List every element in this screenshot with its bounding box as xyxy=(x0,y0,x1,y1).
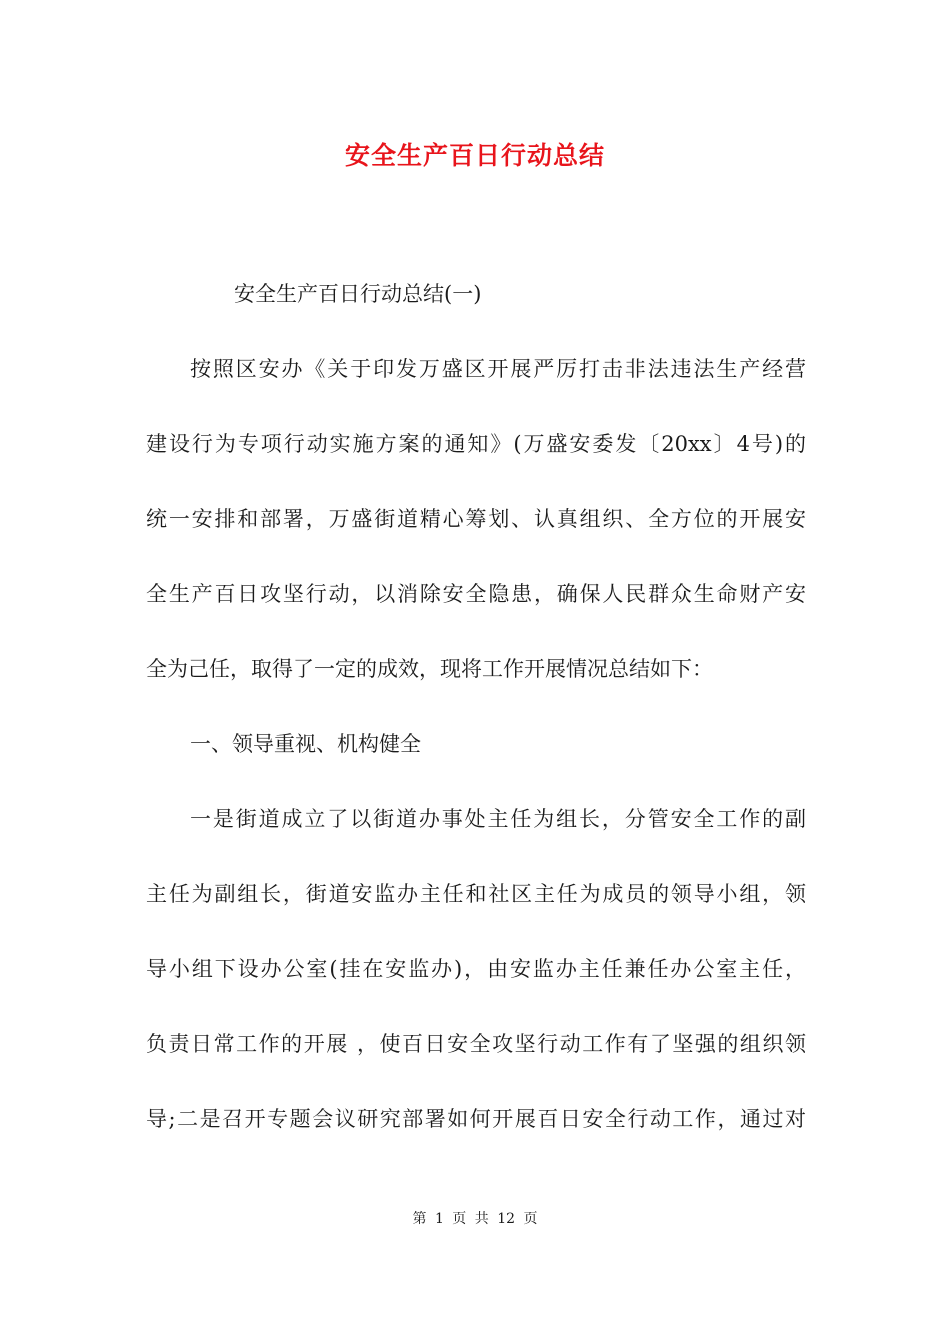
subtitle-line: 安全生产百日行动总结(一) xyxy=(234,282,482,306)
section-heading: 一、领导重视、机构健全 xyxy=(190,732,421,756)
paragraph-line: 一是街道成立了以街道办事处主任为组长，分管安全工作的副 xyxy=(190,807,806,831)
document-body xyxy=(146,268,806,1168)
paragraph-line: 全为己任，取得了一定的成效，现将工作开展情况总结如下： xyxy=(146,657,713,681)
document-title: 安全生产百日行动总结 xyxy=(344,141,605,170)
paragraph-line: 导小组下设办公室(挂在安监办)，由安监办主任兼任办公室主任， xyxy=(146,957,806,981)
paragraph-line: 建设行为专项行动实施方案的通知》(万盛安委发〔20xx〕4号)的 xyxy=(146,432,806,456)
paragraph-line: 导;二是召开专题会议研究部署如何开展百日安全行动工作，通过对 xyxy=(146,1107,806,1131)
page-footer: 第 1 页 共 12 页 xyxy=(412,1211,538,1227)
paragraph-line: 负责日常工作的开展 ，使百日安全攻坚行动工作有了坚强的组织领 xyxy=(146,1032,806,1056)
paragraph-line: 按照区安办《关于印发万盛区开展严厉打击非法违法生产经营 xyxy=(190,357,806,381)
paragraph-line: 全生产百日攻坚行动，以消除安全隐患，确保人民群众生命财产安 xyxy=(146,582,806,606)
paragraph-line: 主任为副组长，街道安监办主任和社区主任为成员的领导小组，领 xyxy=(146,882,806,906)
paragraph-line: 统一安排和部署，万盛街道精心筹划、认真组织、全方位的开展安 xyxy=(146,507,806,531)
